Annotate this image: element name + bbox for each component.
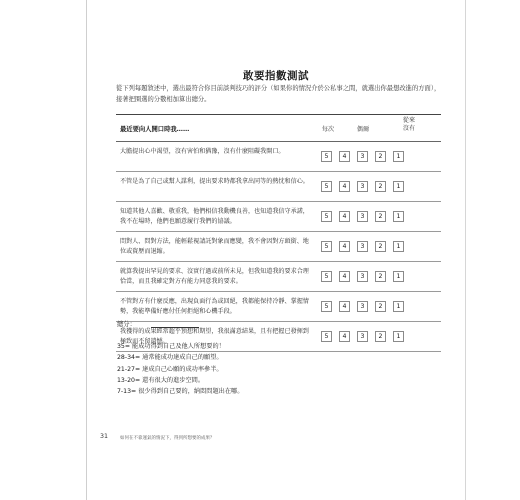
score-option[interactable]: 5 <box>321 271 332 282</box>
score-option[interactable]: 2 <box>375 301 386 312</box>
score-option[interactable]: 2 <box>375 241 386 252</box>
footer-text: 如何在不靠運氣的情況下，得到所想要的成果？ <box>120 436 215 441</box>
score-option[interactable]: 1 <box>393 181 404 192</box>
table-header <box>116 114 441 142</box>
score-option[interactable]: 3 <box>357 331 368 342</box>
score-legend <box>117 341 243 397</box>
score-option[interactable]: 5 <box>321 301 332 312</box>
total-score-label: 總分： <box>117 321 136 328</box>
page-number: 31 <box>100 433 109 440</box>
score-option[interactable]: 1 <box>393 301 404 312</box>
page-title: 敢要指數測試 <box>243 70 309 82</box>
score-option[interactable]: 4 <box>339 211 350 222</box>
legend-item: 13-20= 還有很大的進步空間。 <box>117 376 205 384</box>
score-option[interactable]: 3 <box>357 271 368 282</box>
score-option[interactable]: 3 <box>357 301 368 312</box>
legend-item: 21-27= 達成自己心願的成功率參半。 <box>117 365 223 373</box>
table-row <box>116 262 441 292</box>
score-option[interactable]: 2 <box>375 151 386 162</box>
question-header: 最近要向人開口時我…… <box>120 126 190 133</box>
score-option[interactable]: 4 <box>339 181 350 192</box>
legend-item: 28-34= 通常能成功達成自己的願望。 <box>117 354 223 362</box>
col-never: 從來沒有 <box>402 117 416 132</box>
score-option[interactable]: 2 <box>375 211 386 222</box>
row-statement: 大膽提出心中渴望，沒有害怕和猶豫，沒有什麼阻礙我開口。 <box>120 148 285 155</box>
table-row <box>116 172 441 202</box>
score-option[interactable]: 4 <box>339 241 350 252</box>
score-option[interactable]: 5 <box>321 151 332 162</box>
table-row <box>116 232 441 262</box>
score-option[interactable]: 2 <box>375 271 386 282</box>
score-option[interactable]: 1 <box>393 241 404 252</box>
row-statement: 問對人、問對方法，能輕鬆視請託對象而應變，我不會因對方頭銜、地位或資歷而退縮。 <box>120 238 309 255</box>
score-option[interactable]: 5 <box>321 181 332 192</box>
row-statement: 知道其他人喜歡、敬重我，他們相信我動機良善，也知道我信守承諾，我不在場時，他們也願意履行我們的協議。 <box>120 208 309 225</box>
score-option[interactable]: 3 <box>357 181 368 192</box>
score-option[interactable]: 5 <box>321 331 332 342</box>
col-sometimes: 偶爾 <box>356 126 370 133</box>
score-option[interactable]: 4 <box>339 151 350 162</box>
row-statement: 就算我提出罕見的要求、沒實行過或前所未見，但我知道我的要求合理恰當，而且我確定對方有能力同意我的要求。 <box>120 268 309 285</box>
row-statement: 不管對方有什麼反應，出現負面行為或回絕，我都能保持冷靜、掌握情勢，我能準備好應付任何拒絕和心機手段。 <box>120 298 309 315</box>
score-option[interactable]: 2 <box>375 181 386 192</box>
score-option[interactable]: 1 <box>393 331 404 342</box>
intro-text: 從下列每題敘述中，選出最符合你目前談判技巧的評分（如果你的情況介於公私事之間，就選出你最想改進的方面），接著把圈選的分數相加算出總分。 <box>116 85 441 103</box>
table-row <box>116 142 441 172</box>
score-option[interactable]: 5 <box>321 241 332 252</box>
score-option[interactable]: 4 <box>339 301 350 312</box>
row-statement: 不管是為了自己或幫人謀利，提出要求時都我拿出同等的熱忱和信心。 <box>120 178 309 185</box>
score-option[interactable]: 4 <box>339 331 350 342</box>
score-option[interactable]: 1 <box>393 271 404 282</box>
score-option[interactable]: 1 <box>393 211 404 222</box>
table-row <box>116 292 441 322</box>
legend-item: 35= 能成功得到自己及他人所想要的！ <box>117 343 225 350</box>
score-option[interactable]: 3 <box>357 211 368 222</box>
score-option[interactable]: 3 <box>357 241 368 252</box>
table-row <box>116 202 441 232</box>
score-option[interactable]: 1 <box>393 151 404 162</box>
row-statement: 我獲得的成果經常超乎預想和期望，我很滿意結果，且有把握已發揮到極致而不留遺憾。 <box>120 328 309 345</box>
col-often: 每次 <box>321 126 335 133</box>
score-option[interactable]: 3 <box>357 151 368 162</box>
score-option[interactable]: 4 <box>339 271 350 282</box>
score-option[interactable]: 5 <box>321 211 332 222</box>
score-option[interactable]: 2 <box>375 331 386 342</box>
total-score-blank[interactable] <box>151 327 199 328</box>
legend-item: 7-13= 很少得到自己要的，納悶問題出在哪。 <box>117 388 244 396</box>
